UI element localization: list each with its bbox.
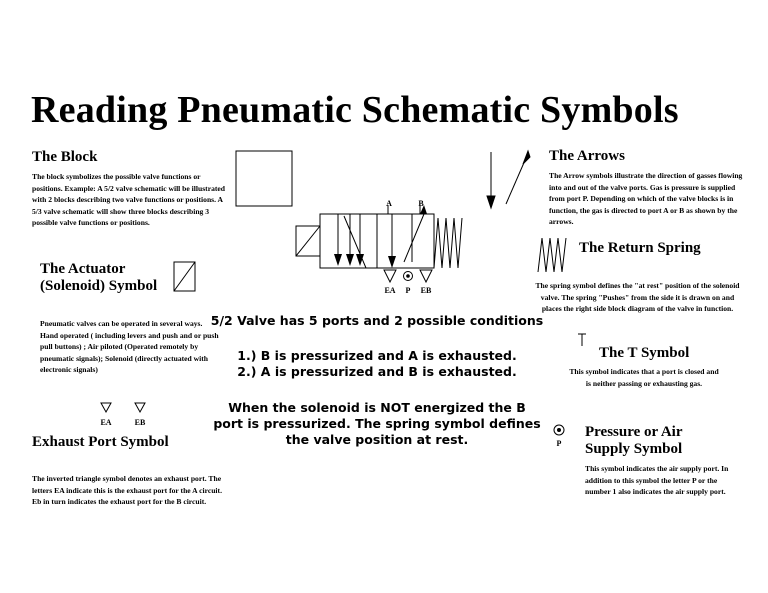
arrows-symbol bbox=[487, 151, 530, 208]
spring-heading: The Return Spring bbox=[579, 240, 701, 256]
valve-label-p: P bbox=[405, 286, 411, 295]
exhaust-label-eb: EB bbox=[134, 418, 146, 427]
actuator-heading-1: The Actuator bbox=[40, 261, 126, 277]
condition-2: 2.) A is pressurized and B is exhausted. bbox=[237, 364, 517, 379]
rest-position-note: When the solenoid is NOT energized the B port is pressurized. The spring symbol defines the valve position at rest. bbox=[213, 400, 541, 447]
arrows-heading: The Arrows bbox=[549, 148, 625, 164]
pressure-text: This symbol indicates the air supply port. In addition to this symbol the letter P or the number 1 also indicates the air supply port. bbox=[585, 464, 729, 497]
t-symbol bbox=[578, 334, 586, 346]
actuator-text: Pneumatic valves can be operated in several ways. Hand operated ( including levers and push and or push pull buttons) ; Air piloted (Operated remotely by pneumatic signals); Solenoid (directly actuated with electronic signals) bbox=[40, 319, 219, 375]
block-symbol bbox=[236, 151, 292, 206]
t-symbol-text: This symbol indicates that a port is closed and is neither passing or exhausting gas. bbox=[569, 367, 719, 388]
pressure-heading-1: Pressure or Air bbox=[585, 424, 683, 440]
exhaust-symbols bbox=[101, 403, 145, 412]
actuator-heading-2: (Solenoid) Symbol bbox=[40, 278, 158, 294]
solenoid-symbol bbox=[174, 262, 195, 291]
valve-schematic bbox=[296, 205, 462, 282]
pressure-symbol bbox=[554, 425, 564, 435]
condition-1: 1.) B is pressurized and A is exhausted. bbox=[237, 348, 517, 363]
exhaust-heading: Exhaust Port Symbol bbox=[32, 434, 169, 450]
pressure-label-p: P bbox=[556, 439, 562, 448]
pressure-heading-2: Supply Symbol bbox=[585, 441, 683, 457]
page-title: Reading Pneumatic Schematic Symbols bbox=[31, 89, 679, 131]
block-heading: The Block bbox=[32, 149, 98, 165]
valve-label-ea: EA bbox=[384, 286, 396, 295]
exhaust-text: The inverted triangle symbol denotes an exhaust port. The letters EA indicate this is the exhaust port for the A circuit. Eb in turn indicates the exhaust port for the B circuit. bbox=[32, 474, 222, 507]
arrows-text: The Arrow symbols illustrate the direction of gasses flowing into and out of the valve ports. Gas is pressure is supplied from port P. Depending on which of the valve blocks is in function, the gas is directed to port A or B as shown by the arrows. bbox=[549, 171, 743, 227]
valve-label-b: B bbox=[418, 199, 424, 208]
spring-text: The spring symbol defines the "at rest" position of the solenoid valve. The spring "Pushes" from the side it is drawn on and places the right side block diagram of the valve in function. bbox=[535, 281, 740, 314]
exhaust-label-ea: EA bbox=[100, 418, 112, 427]
t-symbol-heading: The T Symbol bbox=[599, 345, 690, 361]
block-text: The block symbolizes the possible valve functions or positions. Example: A 5/2 valve schematic will be illustrated with 2 blocks describing two valve functions or positions. A 5/3 valve schematic will show three blocks describing 3 possible valve functions or positions. bbox=[32, 172, 226, 228]
valve-label-a: A bbox=[386, 199, 392, 208]
spring-symbol bbox=[538, 238, 566, 272]
valve-label-eb: EB bbox=[420, 286, 432, 295]
valve-summary: 5/2 Valve has 5 ports and 2 possible conditions bbox=[210, 313, 544, 328]
